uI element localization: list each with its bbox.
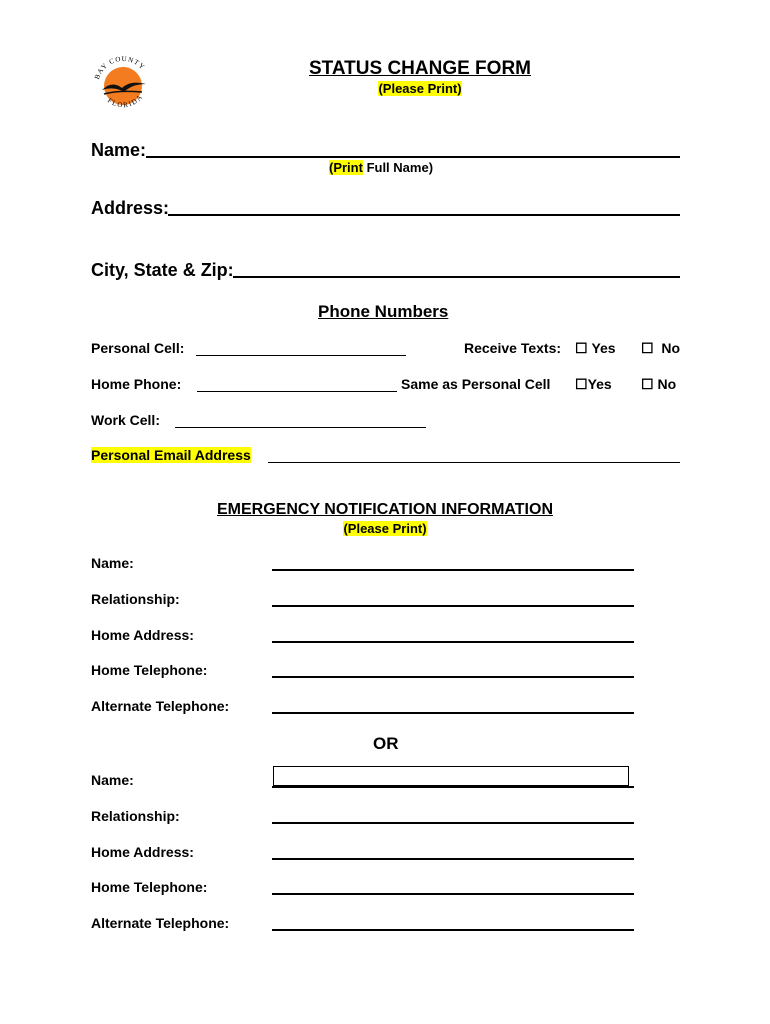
contact1-home-telephone-label: Home Telephone: [91,662,208,678]
address-field[interactable] [168,214,680,216]
phone-numbers-heading: Phone Numbers [318,302,449,321]
svg-text:BAY COUNTY: BAY COUNTY [93,54,147,81]
name-hint-print: (Print [329,160,363,175]
emergency-heading: EMERGENCY NOTIFICATION INFORMATION [217,501,553,518]
contact1-alternate-telephone-label: Alternate Telephone: [91,698,230,714]
form-subtitle-wrap [0,81,770,96]
contact1-name-field[interactable] [272,569,634,571]
home-phone-label: Home Phone: [91,376,182,392]
receive-texts-yes-option[interactable] [575,340,616,357]
contact1-relationship-field[interactable] [272,605,634,607]
form-subtitle: (Please Print) [378,81,462,96]
contact1-home-telephone-field[interactable] [272,676,634,678]
contact2-name-label: Name: [91,772,134,788]
no-label: No [661,340,681,356]
contact2-alternate-telephone-label: Alternate Telephone: [91,915,230,931]
receive-texts-no-option[interactable] [641,340,680,357]
personal-email-field[interactable] [268,462,680,463]
contact2-home-telephone-label: Home Telephone: [91,879,208,895]
name-hint [329,160,433,175]
personal-cell-label: Personal Cell: [91,340,185,356]
contact2-relationship-field[interactable] [272,822,634,824]
checkbox-icon[interactable]: ☐ [575,376,588,392]
personal-email-label-wrap [91,447,251,463]
no-label: No [657,376,677,392]
work-cell-field[interactable] [175,427,426,428]
checkbox-icon[interactable]: ☐ [641,340,654,356]
city-state-zip-field[interactable] [233,276,680,278]
contact2-home-telephone-field[interactable] [272,893,634,895]
contact1-home-address-field[interactable] [272,641,634,643]
contact1-relationship-label: Relationship: [91,591,180,607]
personal-email-label: Personal Email Address [91,447,251,463]
checkbox-icon[interactable]: ☐ [575,340,588,356]
contact2-home-address-field[interactable] [272,858,634,860]
contact2-alternate-telephone-field[interactable] [272,929,634,931]
svg-text:FLORIDA: FLORIDA [106,92,145,110]
address-label: Address: [91,198,170,218]
yes-label: Yes [591,340,616,356]
emergency-subtitle: (Please Print) [343,521,427,536]
home-phone-field[interactable] [197,391,397,392]
city-state-zip-label: City, State & Zip: [91,260,234,280]
or-separator: OR [373,734,399,753]
contact2-name-field[interactable] [272,786,634,788]
checkbox-icon[interactable]: ☐ [641,376,654,392]
contact1-home-address-label: Home Address: [91,627,194,643]
name-hint-rest: Full Name) [362,160,434,175]
same-as-no-option[interactable] [641,376,676,393]
contact1-alternate-telephone-field[interactable] [272,712,634,714]
same-as-personal-cell-label: Same as Personal Cell [401,376,551,392]
form-title: STATUS CHANGE FORM [308,58,531,79]
contact1-name-label: Name: [91,555,134,571]
work-cell-label: Work Cell: [91,412,160,428]
same-as-yes-option[interactable] [575,376,612,393]
personal-cell-field[interactable] [196,355,406,356]
contact2-relationship-label: Relationship: [91,808,180,824]
emergency-subtitle-wrap [0,521,770,536]
yes-label: Yes [587,376,612,392]
name-field[interactable] [146,156,680,158]
contact2-home-address-label: Home Address: [91,844,194,860]
receive-texts-label: Receive Texts: [464,340,562,356]
name-label: Name: [91,140,147,160]
contact2-name-box[interactable] [273,766,629,786]
